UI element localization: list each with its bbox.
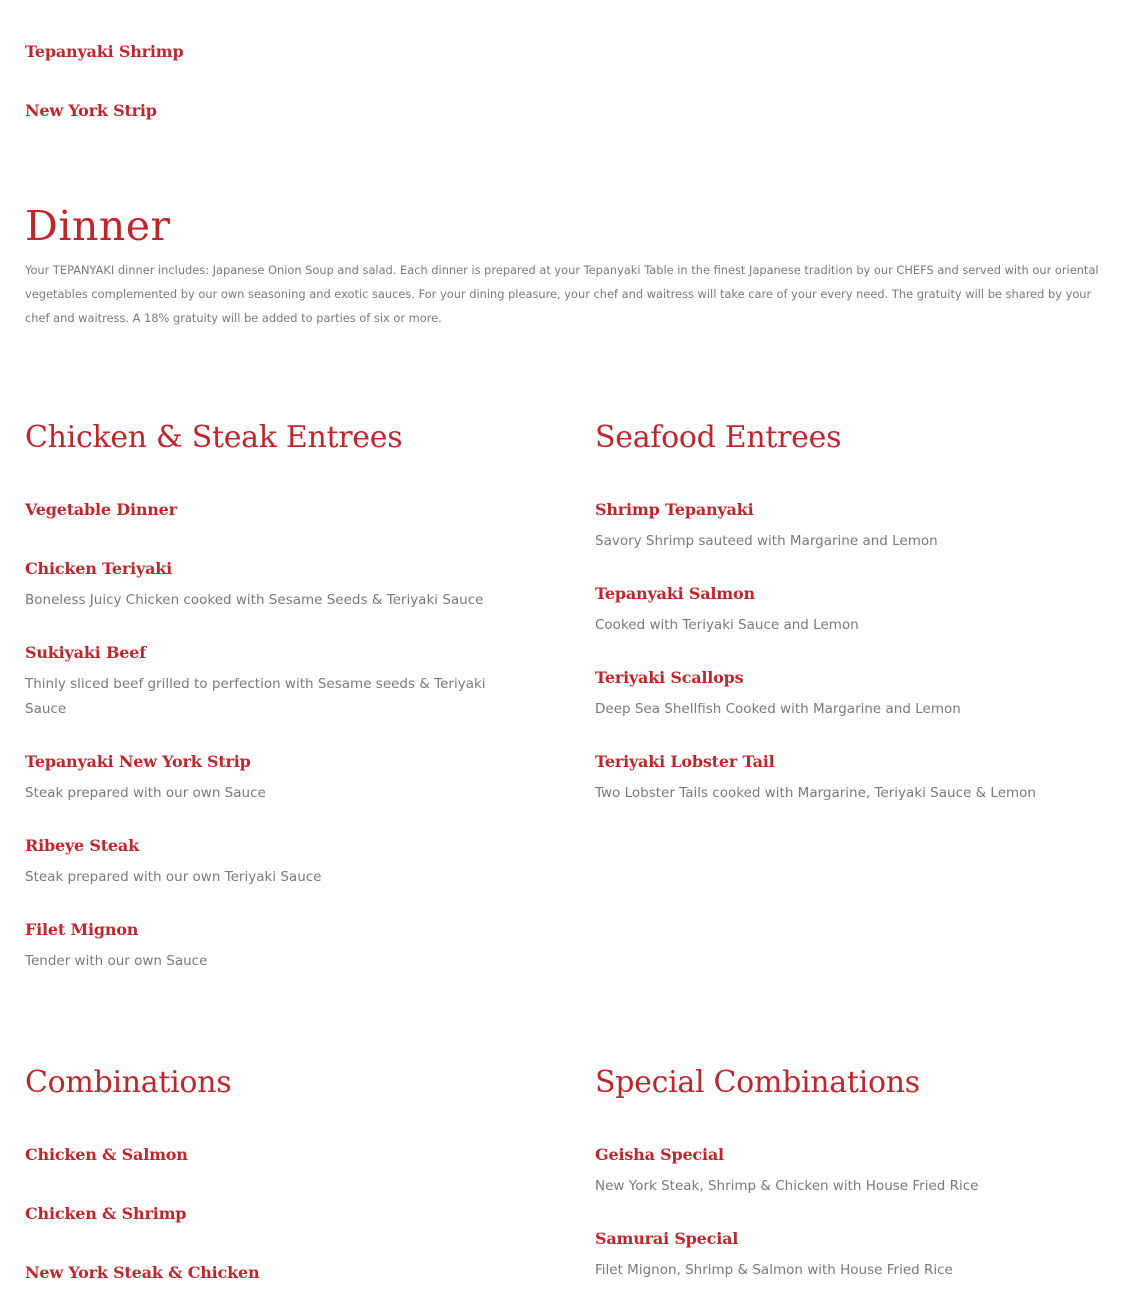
clipped-menu-item-top [25, 0, 135, 2]
menu-item-title: Tepanyaki Salmon [595, 584, 755, 603]
menu-item-title: Teriyaki Scallops [595, 668, 744, 687]
section-heading-seafood: Seafood Entrees [595, 420, 842, 455]
menu-item-title: Vegetable Dinner [25, 500, 177, 519]
menu-item-title: Filet Mignon [25, 920, 139, 939]
menu-item-description: Tender with our own Sauce [25, 953, 208, 969]
menu-item-description: Deep Sea Shellfish Cooked with Margarine and Lemon [595, 701, 961, 717]
menu-item-title: Tepanyaki Shrimp [25, 42, 184, 61]
menu-item-description: Two Lobster Tails cooked with Margarine, Teriyaki Sauce & Lemon [595, 785, 1036, 801]
menu-item-title: Teriyaki Lobster Tail [595, 752, 775, 771]
menu-item-description: Savory Shrimp sauteed with Margarine and Lemon [595, 533, 938, 549]
menu-item-description: Boneless Juicy Chicken cooked with Sesame Seeds & Teriyaki Sauce [25, 592, 484, 608]
menu-item-title: Chicken & Shrimp [25, 1204, 187, 1223]
menu-item-title: Ribeye Steak [25, 836, 139, 855]
section-heading-chicken-steak: Chicken & Steak Entrees [25, 420, 403, 455]
menu-item-title: New York Strip [25, 101, 157, 120]
menu-item-title: Shrimp Tepanyaki [595, 500, 754, 519]
menu-item-title: Chicken & Salmon [25, 1145, 188, 1164]
menu-item-description: New York Steak, Shrimp & Chicken with House Fried Rice [595, 1178, 979, 1194]
section-heading-special-combinations: Special Combinations [595, 1065, 920, 1100]
dinner-intro-text: Your TEPANYAKI dinner includes: Japanese Onion Soup and salad. Each dinner is prepared at your Tepanyaki Table in the finest Japanese tradition by our CHEFS and served with our oriental vegetables complemented by our own seasoning and exotic sauces. For your dining pleasure, your chef and waitress will take care of your every need. The gratuity will be shared by your chef and waitress. A 18% gratuity will be added to parties of six or more. [25, 263, 1099, 325]
menu-item-description: Filet Mignon, Shrimp & Salmon with House Fried Rice [595, 1262, 953, 1278]
menu-item-title: New York Steak & Chicken [25, 1263, 260, 1282]
menu-item-title: Tepanyaki New York Strip [25, 752, 251, 771]
menu-item-title: Chicken Teriyaki [25, 559, 173, 578]
menu-item-title: Sukiyaki Beef [25, 643, 146, 662]
menu-item-description: Cooked with Teriyaki Sauce and Lemon [595, 617, 859, 633]
menu-item-title: Geisha Special [595, 1145, 724, 1164]
menu-item-title: Samurai Special [595, 1229, 739, 1248]
menu-item-description: Thinly sliced beef grilled to perfection with Sesame seeds & Teriyaki Sauce [25, 676, 486, 717]
menu-item-description: Steak prepared with our own Sauce [25, 785, 266, 801]
dinner-heading: Dinner [25, 202, 171, 250]
menu-item-description: Steak prepared with our own Teriyaki Sauce [25, 869, 322, 885]
section-heading-combinations: Combinations [25, 1065, 232, 1100]
